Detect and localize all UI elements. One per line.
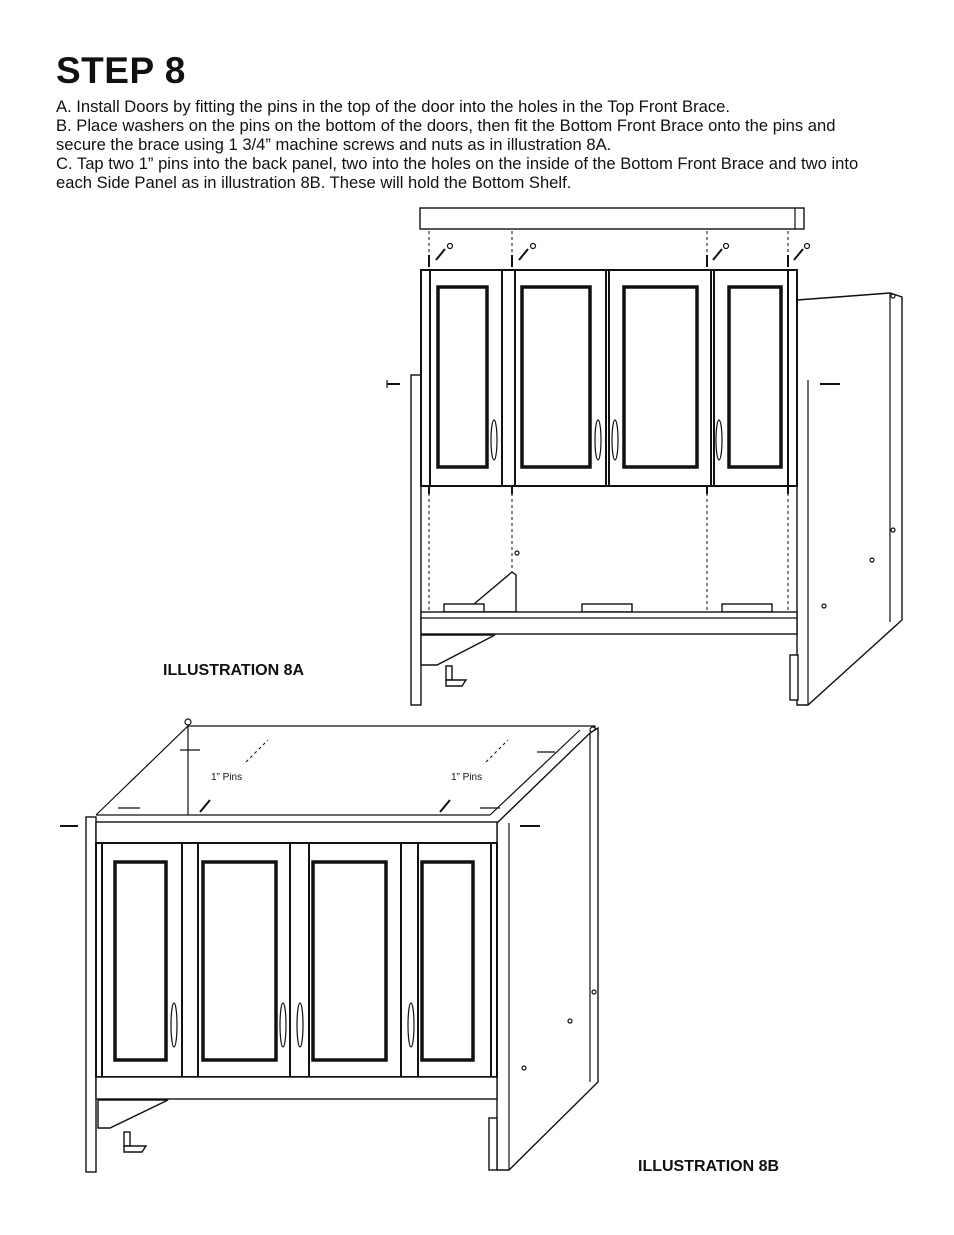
instruction-b: B. Place washers on the pins on the bottom of the doors, then fit the Bottom Front Brace onto the pins and secure the brace using 1 3/4” machine screws and nuts as in illustration 8A. [56,116,836,154]
pins-label-right: 1” Pins [451,772,483,783]
drawer-slide-8b [98,1100,168,1128]
instruction-a: A. Install Doors by fitting the pins in the top of the door into the holes in the Top Front Brace. [56,97,730,116]
door-assembly-8b [96,843,497,1077]
bottom-front-brace-8b [96,1077,497,1099]
illustration-8a-label: ILLUSTRATION 8A [163,662,305,679]
illustration-8b-label: ILLUSTRATION 8B [638,1158,780,1175]
instruction-c: C. Tap two 1” pins into the back panel, two into the holes on the inside of the Bottom Front Brace and two into each Side Panel as in illustration 8B. These will hold the Bottom Shelf. [56,154,859,192]
pin-markers [118,740,555,812]
top-front-brace-8b [96,822,497,843]
side-panel-left-8b [86,817,96,1172]
step-title: STEP 8 [56,50,186,91]
pins-label-left: 1” Pins [211,772,243,783]
